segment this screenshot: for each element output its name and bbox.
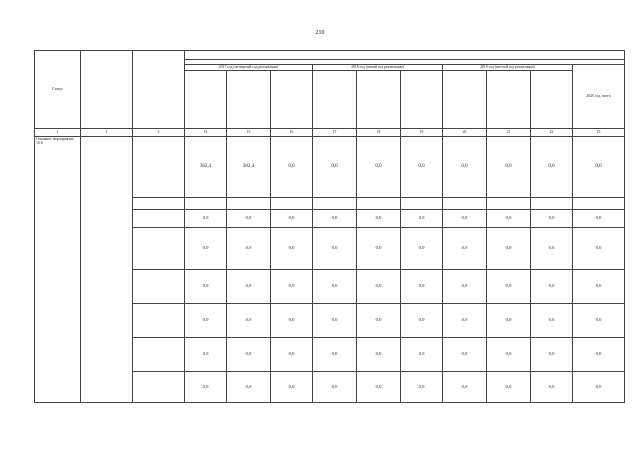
- value-cell: 0,0: [357, 227, 401, 269]
- value-cell: [271, 197, 313, 209]
- value-cell: 382,4: [185, 136, 227, 197]
- value-cell: 0,0: [573, 303, 625, 337]
- value-cell: 0,0: [313, 337, 357, 371]
- value-cell: 0,0: [271, 136, 313, 197]
- value-cell: 0,0: [531, 371, 573, 402]
- value-cell: 0,0: [443, 227, 487, 269]
- value-cell: [401, 197, 443, 209]
- value-cell: 0,0: [531, 227, 573, 269]
- col-number: 22: [531, 128, 573, 136]
- value-cell: 0,0: [573, 269, 625, 303]
- col-number: 19: [401, 128, 443, 136]
- value-cell: 0,0: [443, 136, 487, 197]
- row-responsible: [133, 337, 185, 371]
- col-number: 18: [357, 128, 401, 136]
- value-cell: 0,0: [271, 371, 313, 402]
- row-responsible: [133, 197, 185, 209]
- header-year-2018: 2018 год (пятый год реализации): [313, 65, 443, 71]
- value-cell: 0,0: [531, 337, 573, 371]
- col-number: 14: [185, 128, 227, 136]
- header-budget-title: [185, 51, 625, 60]
- row-program-name: [81, 136, 133, 402]
- header-status: Статус: [35, 51, 81, 129]
- value-cell: 382,4: [227, 136, 271, 197]
- value-cell: 0,0: [531, 269, 573, 303]
- value-cell: [531, 197, 573, 209]
- header-col-16: [271, 70, 313, 128]
- value-cell: 0,0: [185, 227, 227, 269]
- header-col-23: 2020 год, всего: [573, 65, 625, 129]
- value-cell: 0,0: [531, 209, 573, 227]
- value-cell: 0,0: [401, 303, 443, 337]
- value-cell: 0,0: [487, 337, 531, 371]
- value-cell: 0,0: [443, 337, 487, 371]
- value-cell: [227, 197, 271, 209]
- header-col-19: [401, 70, 443, 128]
- row-responsible: [133, 136, 185, 197]
- value-cell: [487, 197, 531, 209]
- value-cell: 0,0: [313, 303, 357, 337]
- col-number: 17: [313, 128, 357, 136]
- col-number: 15: [227, 128, 271, 136]
- value-cell: 0,0: [271, 227, 313, 269]
- value-cell: 0,0: [487, 227, 531, 269]
- value-cell: 0,0: [487, 209, 531, 227]
- value-cell: 0,0: [185, 303, 227, 337]
- value-cell: 0,0: [185, 337, 227, 371]
- value-cell: 0,0: [487, 269, 531, 303]
- value-cell: 0,0: [487, 136, 531, 197]
- value-cell: 0,0: [271, 269, 313, 303]
- value-cell: 0,0: [487, 303, 531, 337]
- header-responsible: [133, 51, 185, 129]
- header-year-2019: 2019 год (шестой год реализации): [443, 65, 573, 71]
- value-cell: 0,0: [573, 209, 625, 227]
- value-cell: 0,0: [313, 269, 357, 303]
- value-cell: 0,0: [357, 136, 401, 197]
- value-cell: 0,0: [357, 337, 401, 371]
- value-cell: 0,0: [357, 371, 401, 402]
- value-cell: [443, 197, 487, 209]
- value-cell: 0,0: [313, 136, 357, 197]
- row-responsible: [133, 269, 185, 303]
- col-number: 1: [35, 128, 81, 136]
- col-number: 20: [443, 128, 487, 136]
- row-responsible: [133, 371, 185, 402]
- value-cell: 0,0: [227, 227, 271, 269]
- value-cell: 0,0: [227, 303, 271, 337]
- page-number: 210: [315, 30, 325, 36]
- value-cell: 0,0: [531, 136, 573, 197]
- value-cell: 0,0: [185, 269, 227, 303]
- value-cell: 0,0: [357, 209, 401, 227]
- budget-table: [34, 50, 625, 403]
- row-responsible: [133, 303, 185, 337]
- header-year-2017: 2017 год (четвертый год реализации): [185, 65, 313, 71]
- value-cell: 0,0: [357, 303, 401, 337]
- value-cell: 0,0: [357, 269, 401, 303]
- value-cell: 0,0: [443, 269, 487, 303]
- value-cell: [573, 197, 625, 209]
- header-col-17: [313, 70, 357, 128]
- header-col-18: [357, 70, 401, 128]
- value-cell: 0,0: [443, 371, 487, 402]
- value-cell: [185, 197, 227, 209]
- header-col-15: [227, 70, 271, 128]
- value-cell: [357, 197, 401, 209]
- value-cell: 0,0: [227, 337, 271, 371]
- header-program-name: [81, 51, 133, 129]
- value-cell: 0,0: [573, 371, 625, 402]
- value-cell: 0,0: [401, 227, 443, 269]
- value-cell: [313, 197, 357, 209]
- header-col-22: [531, 70, 573, 128]
- value-cell: 0,0: [271, 209, 313, 227]
- row-responsible: [133, 227, 185, 269]
- value-cell: 0,0: [531, 303, 573, 337]
- col-number: 23: [573, 128, 625, 136]
- header-col-21: [487, 70, 531, 128]
- col-number: 3: [133, 128, 185, 136]
- value-cell: 0,0: [573, 136, 625, 197]
- value-cell: 0,0: [401, 337, 443, 371]
- value-cell: 0,0: [185, 209, 227, 227]
- value-cell: 0,0: [573, 227, 625, 269]
- value-cell: 0,0: [227, 371, 271, 402]
- value-cell: 0,0: [271, 337, 313, 371]
- col-number: 16: [271, 128, 313, 136]
- value-cell: 0,0: [401, 371, 443, 402]
- value-cell: 0,0: [487, 371, 531, 402]
- row-status: Основное мероприятие 10.6: [35, 136, 81, 402]
- value-cell: 0,0: [443, 303, 487, 337]
- value-cell: 0,0: [185, 371, 227, 402]
- col-number: 2: [81, 128, 133, 136]
- value-cell: 0,0: [271, 303, 313, 337]
- value-cell: 0,0: [227, 209, 271, 227]
- header-col-14: [185, 70, 227, 128]
- value-cell: 0,0: [227, 269, 271, 303]
- row-responsible: [133, 209, 185, 227]
- value-cell: 0,0: [313, 227, 357, 269]
- col-number: 21: [487, 128, 531, 136]
- value-cell: 0,0: [401, 136, 443, 197]
- value-cell: 0,0: [401, 269, 443, 303]
- value-cell: 0,0: [443, 209, 487, 227]
- value-cell: 0,0: [401, 209, 443, 227]
- value-cell: 0,0: [573, 337, 625, 371]
- value-cell: 0,0: [313, 371, 357, 402]
- header-col-20: [443, 70, 487, 128]
- value-cell: 0,0: [313, 209, 357, 227]
